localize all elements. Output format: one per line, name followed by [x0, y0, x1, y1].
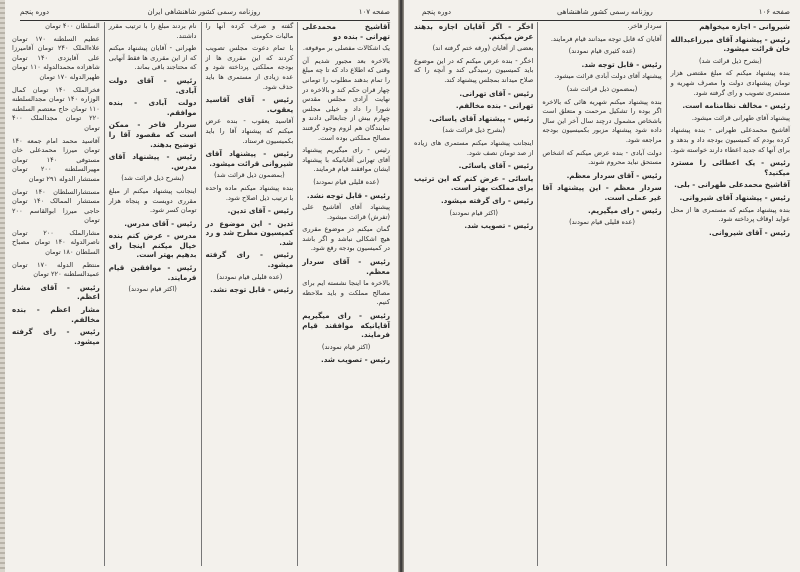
paragraph: (عده قلیلی قیام نمودند) — [216, 272, 283, 281]
paragraph: بنده پیشنهاد میکنم که مستمری ها از محل عواید اوقاف پرداخته شود. — [670, 205, 790, 224]
paragraph: مستشارالسلطان ۱۴۰ تومان مستشار الممالک ۱۴۰ تومان حاجی میرزا ابوالقاسم ۲۰۰ تومان — [12, 187, 100, 225]
paragraph: آقاسید یعقوب - بنده عرض میکنم که پیشنهاد آقا را باید بکمیسیون فرستاد. — [205, 117, 294, 145]
paragraph: رئیس - مخالف نظامنامه است. — [682, 101, 790, 111]
paragraph: بالاخره ما اینجا نشسته ایم برای مصالح مملکت و باید ملاحظه کنیم. — [302, 279, 390, 307]
paragraph: رئیس - آقای سردار معظم. — [566, 170, 662, 180]
paragraph: دولت آبادی - بنده عرض میکنم که اشخاص مستحق نباید محروم شوند. — [542, 148, 662, 167]
paragraph: رئیس - آقای دولت آبادی. — [108, 75, 197, 95]
paragraph: گمان میکنم در موضوع مقرری هیچ اشکالی نباشد و اگر باشد در کمیسیون بودجه رفع شود. — [302, 225, 390, 253]
paragraph: سردار فاخر - ممکن است که مقصود آقا را توضیح بدهند. — [108, 120, 197, 149]
newspaper-title: روزنامه رسمی کشور شاهنشاهی — [556, 8, 653, 16]
paragraph: رئیس - رای میگیریم آقایانیکه موافقند قیام فرمایند. — [302, 311, 390, 340]
paragraph: بنده پیشنهاد میکنم شهریه هائی که بالاخره اگر بوده را تشکیل مرحمت و متعلق است باشخاص مشمول درچند سال آخر این سال داده شود پیشنهاد مزبور بکمیسیون بودجه مراجعه شود. — [542, 97, 662, 144]
paragraph: (عده قلیلی قیام نمودند) — [313, 177, 380, 186]
paragraph: اینجانب پیشنهاد میکنم از مبلغ مقرری دویست و پنجاه هزار تومان کسر شود. — [108, 186, 197, 215]
page-number: صفحه ۱۰۷ — [358, 8, 390, 16]
text-column — [104, 22, 201, 566]
paragraph: منتظم الدوله ۱۷۰ تومان عمیدالسلطنه ۲۲۰ تومان — [12, 260, 100, 279]
paragraph: (اکثر قیام نمودند) — [321, 342, 371, 351]
paragraph: (بشرح ذیل قرائت شد) — [442, 126, 506, 135]
text-column — [666, 22, 794, 566]
paragraph: پیشنهاد آقای دولت آبادی قرائت میشود. — [554, 72, 662, 81]
paragraph: رئیس - آقای مدرس. — [124, 218, 197, 228]
paragraph: آقاشیخ محمدعلی طهرانی - بنده پیشنهاد کرده بودم که کمیسیون بودجه داد و بدهد و برای آنها که جدید اعطاء دارند خواسته شود. — [670, 126, 790, 154]
paragraph: بعضی از آقایان (ورقه ختم گرفته اند) — [432, 44, 534, 53]
paragraph: رئیس - آقای یاسائی. — [458, 161, 534, 171]
paragraph: (اکثر قیام نمودند) — [128, 285, 177, 294]
text-column — [537, 22, 665, 566]
paragraph: رئیس - آقای تدین. — [227, 206, 294, 216]
paragraph: عظیم السلطنه ۱۷۰ تومان علاءالملک ۲۴۰ تومان آقامیرزا علی آقایزدی ۱۴۰ تومان شاهزاده محمدالدوله ۱۱۰ تومان ظهیرالدوله ۱۷۰ تومان — [12, 34, 100, 81]
paragraph: فخرالملک ۱۴۰ تومان کمال الوزاره ۱۴۰ تومان مجدالسلطنه ۱۱۰ تومان حاج معتصم السلطنه ۲۲۰ تومان مجدالملک ۴۰۰ تومان — [12, 85, 100, 132]
paragraph: مشار اعظم - بنده مخالفم. — [12, 305, 100, 324]
paragraph: سردار فاخر. — [627, 22, 662, 30]
paragraph: یاسائی - عرض کنم که این ترتیب برای مملکت بهتر است. — [414, 173, 534, 193]
paragraph: بالاخره بعد مجبور شدیم آن وقتی که اطلاع داد که تا چه مبلغ را تمام بدهند مطلوب را تومانی چهار قران حکم کند و بالاخره در نهایت آزادی مجلس مقدس شورا را داد و خیلی مجلس چهارم بیش از جنابعالی دادند و نمایندگان هم لزوم وجود گرفتند مصالح مملکتی بوده است. — [302, 56, 390, 142]
text-column — [410, 22, 537, 566]
paragraph: رئیس - آقای شیروانی. — [709, 227, 790, 237]
paragraph: آقایان که قابل توجه میدانند قیام فرمایند. — [550, 34, 662, 43]
text-column — [201, 22, 298, 566]
paragraph: رئیس - رای گرفته میشود. — [12, 327, 100, 346]
paragraph: آقاسید محمد امام جمعه ۱۴۰ تومان میرزا محمدعلی خان مستوفی ۱۴۰ تومان مهیرالسلطنه ۲۰۰ تومان مستشار الدوله ۲۹۱ تومان — [12, 136, 100, 183]
paragraph: (عده قلیلی قیام نمودند) — [569, 218, 635, 227]
paragraph: پیشنهاد آقای آقاشیخ علی (تفرش) قرائت میشود. — [302, 203, 390, 221]
paragraph: اخگر - بنده عرض میکنم که در این موضوع باید کمیسیون رسیدگی کند و آنچه را که صلاح میداند بمجلس پیشنهاد کند. — [414, 56, 534, 84]
paragraph: سردار معظم - این پیشنهاد آقا غیر عملی است. — [542, 183, 662, 202]
period-label: دوره پنجم — [422, 8, 452, 16]
paragraph: دولت آبادی - بنده موافقم. — [108, 98, 197, 117]
paragraph: آقاشیخ محمدعلی تهرانی - بنده دو — [302, 22, 390, 41]
paragraph: رئیس - رای گرفته میشود. — [205, 250, 294, 270]
paragraph: شیروانی - اجازه میخواهم — [699, 22, 790, 31]
page-edge — [0, 0, 5, 572]
paragraph: طهرانی - آقایان پیشنهاد میکنم که از این مقرری ها فقط آنهایی که محتاجند باقی بماند. — [108, 44, 197, 72]
paragraph: رئیس - رای میگیریم. — [588, 205, 662, 215]
paragraph: با تمام دعوت مجلس تصویب کردند که این مقرری ها از بودجه مملکتی پرداخته شود و عده زیادی از مستمری ها باید حذف شود. — [205, 44, 294, 91]
paragraph: (بشرح ذیل قرائت شد) — [698, 56, 762, 65]
paragraph: بنده پیشنهاد میکنم ماده واحده با ترتیب ذیل اصلاح شود. — [205, 183, 294, 202]
paragraph: (بمضمون ذیل قرائت شد) — [566, 84, 638, 93]
paragraph: رئیس - قابل توجه نشد. — [210, 285, 294, 295]
page-number: صفحه ۱۰۶ — [758, 8, 790, 16]
paragraph: رئیس - پیشنهاد آقای شیروانی. — [679, 192, 790, 202]
paragraph: پیشنهاد آقای طهرانی قرائت میشود. — [691, 113, 790, 122]
paragraph: رئیس - آقای سردار معظم. — [302, 257, 390, 276]
paragraph: رئیس - پیشنهاد آقای یاسائی. — [429, 113, 534, 123]
paragraph: رئیس - موافقین قیام فرمایند. — [108, 263, 197, 282]
paragraph: رئیس - آقای آقاسید یعقوب. — [205, 95, 294, 114]
paragraph: گفته و صرف کرده آنها را مالیات حکومتی — [205, 22, 294, 40]
paragraph: رئیس - پیشنهاد آقای میرزاعبدالله خان قرائت میشود. — [670, 34, 790, 54]
left-page-header — [20, 6, 390, 21]
paragraph: بنده پیشنهاد میکنم که مبلغ مقتضی هزار تومان پیشنهادی دولت وا مصرف شهریه و مستمری تصویب و رای گرفته شود. — [670, 69, 790, 97]
paragraph: نام بردند مبلغ را با ترتیب مقرر داشتند. — [108, 22, 197, 40]
paragraph: مشارالملک ۲۰۰ تومان ناصرالدوله ۱۴۰ تومان مصباح السلطان ۱۸۰ تومان — [12, 228, 100, 257]
paragraph: رئیس - پیشنهاد آقای شیروانی قرائت میشود. — [205, 149, 294, 168]
right-page-header — [422, 6, 790, 21]
text-column — [8, 22, 104, 566]
paragraph: رئیس - تصویب شد. — [321, 355, 390, 365]
paragraph: السلطان ۴۰۰ تومان — [45, 22, 100, 30]
paragraph: رئیس - آقای تهرانی. — [459, 88, 534, 98]
paragraph: رئیس - یک اعطائی را مسترد میکنید؟ — [670, 158, 790, 177]
text-column — [297, 22, 394, 566]
paragraph: رئیس - قابل توجه نشد. — [306, 190, 390, 200]
paragraph: (عده کثیری قیام نمودند) — [568, 47, 636, 56]
paragraph: اینجانب پیشنهاد میکنم مستمری های زیاده از صد تومان نصف شود. — [414, 138, 534, 157]
period-label: دوره پنجم — [20, 8, 50, 16]
paragraph: رئیس - پیشنهاد آقای مدرس. — [108, 152, 197, 171]
left-page-columns — [8, 22, 394, 566]
paragraph: (اکثر قیام نمودند) — [449, 208, 498, 217]
newspaper-title: روزنامه رسمی کشور شاهنشاهی ایران — [147, 8, 261, 16]
paragraph: رئیس - رای میگیریم پیشنهاد آقای تهرانی آقایانیکه با پیشنهاد ایشان موافقند قیام فرمایند. — [302, 146, 390, 174]
paragraph: آقاشیخ محمدعلی طهرانی - بلی. — [674, 180, 790, 190]
paragraph: رئیس - رای گرفته میشود. — [440, 195, 534, 205]
paragraph: رئیس - تصویب شد. — [464, 221, 534, 231]
paragraph: رئیس - آقای مشار اعظم. — [12, 282, 100, 302]
paragraph: (بشرح ذیل قرائت شد) — [121, 174, 184, 183]
paragraph: (بمضمون ذیل قرائت شد) — [214, 171, 285, 180]
right-page-columns — [410, 22, 794, 566]
paragraph: تهرانی - بنده مخالفم. — [455, 101, 534, 111]
paragraph: یک اشکالات مفصلی بر موقوفه. — [302, 44, 390, 53]
paragraph: مدرس - عرض کنم بنده خیال میکنم اینجا رای بدهیم بهتر است. — [108, 231, 197, 260]
paragraph: رئیس - قابل توجه شد. — [581, 59, 662, 69]
right-page — [402, 0, 800, 572]
paragraph: تدین - این موضوع در کمیسیون مطرح شد و رد شد. — [205, 218, 294, 247]
paragraph: اخگر - اگر آقایان اجازه بدهند عرض میکنم. — [414, 22, 534, 41]
